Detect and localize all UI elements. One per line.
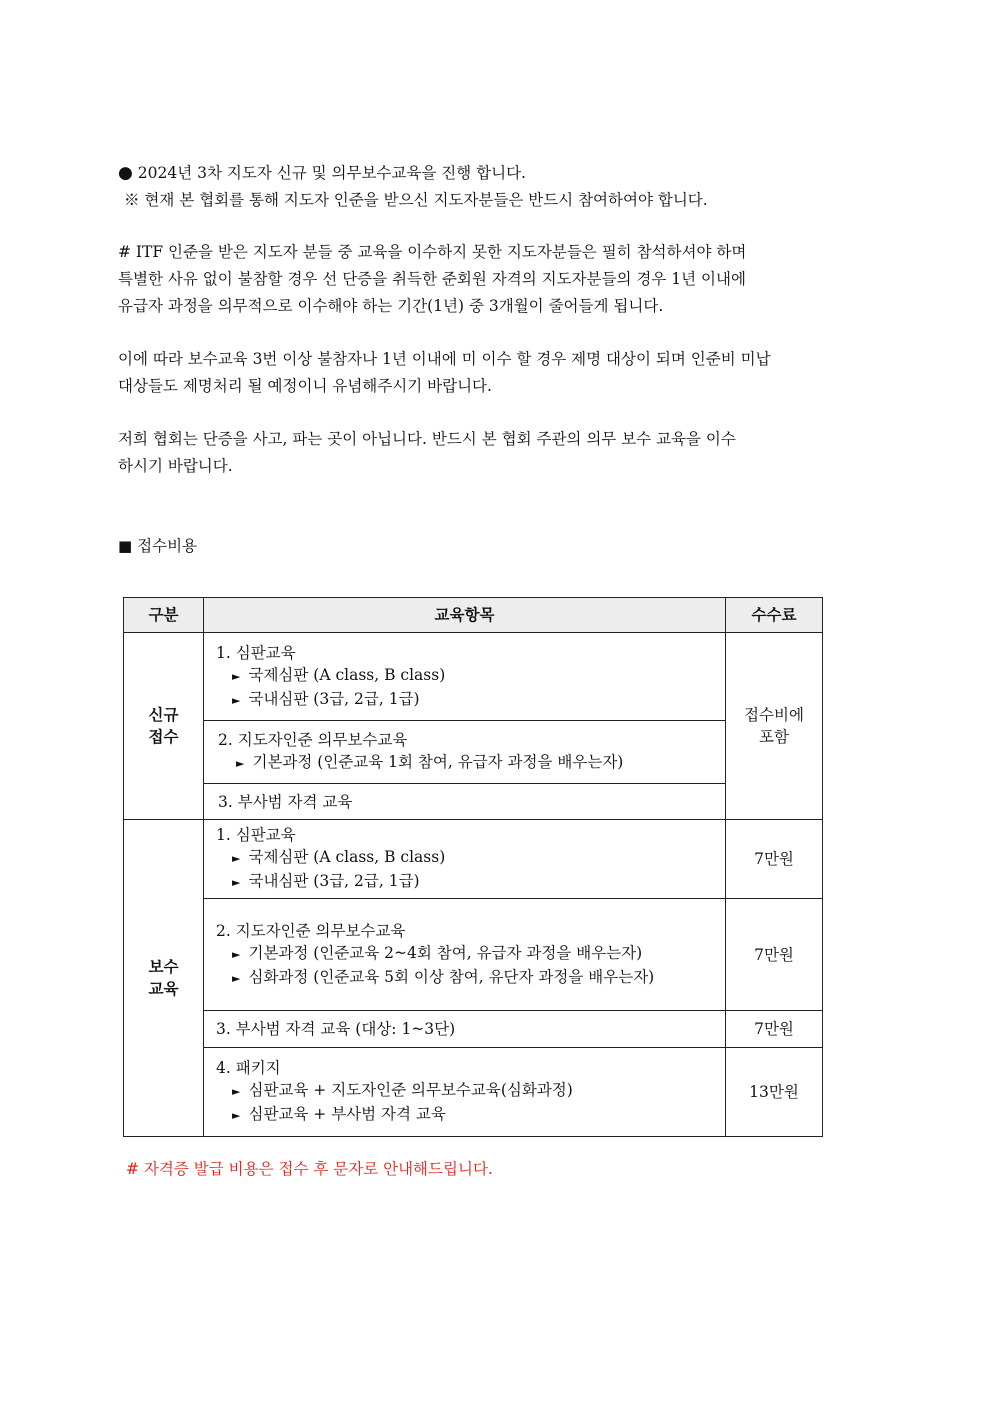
paragraph-1-line-3: 유급자 과정을 의무적으로 이수해야 하는 기간(1년) 중 3개월이 줄어들게 됩니다. bbox=[118, 297, 664, 315]
table-row bbox=[124, 721, 823, 784]
arrow-right-icon: ► bbox=[232, 1085, 241, 1098]
table-header-row bbox=[124, 598, 823, 633]
fee-renew-assistant: 7만원 bbox=[726, 1011, 823, 1048]
notice-line-1 bbox=[118, 162, 526, 184]
fee-renew-instructor: 7만원 bbox=[726, 899, 823, 1011]
paragraph-2-line-1: 이에 따라 보수교육 3번 이상 불참자나 1년 이내에 미 이수 할 경우 제명 대상이 되며 인준비 미납 bbox=[118, 350, 771, 368]
renew-item-assistant: 3. 부사범 자격 교육 (대상: 1~3단) bbox=[204, 1011, 726, 1048]
table-row bbox=[124, 820, 823, 899]
table-row bbox=[124, 784, 823, 820]
arrow-right-icon: ► bbox=[232, 876, 241, 889]
filled-circle-icon: ● bbox=[118, 163, 133, 183]
new-item-assistant: 3. 부사범 자격 교육 bbox=[204, 784, 726, 820]
paragraph-1-line-1: # ITF 인준을 받은 지도자 분들 중 교육을 이수하지 못한 지도자분들은 필히 참석하셔야 하며 bbox=[118, 243, 747, 261]
new-item-referee: 1. 심판교육 ► 국제심판 (A class, B class) ► 국내심판 (3급, 2급, 1급) bbox=[204, 633, 726, 721]
header-fee: 수수료 bbox=[726, 598, 823, 633]
category-renew: 보수 교육 bbox=[124, 820, 204, 1137]
notice-line-2: ※ 현재 본 협회를 통해 지도자 인준을 받으신 지도자분들은 반드시 참여하여야 합니다. bbox=[124, 191, 708, 209]
arrow-right-icon: ► bbox=[232, 852, 241, 865]
fee-renew-referee: 7만원 bbox=[726, 820, 823, 899]
table-row bbox=[124, 1048, 823, 1137]
notice-headline: 2024년 3차 지도자 신규 및 의무보수교육을 진행 합니다. bbox=[137, 164, 526, 182]
arrow-right-icon: ► bbox=[232, 693, 241, 707]
arrow-right-icon: ► bbox=[232, 971, 241, 985]
fee-new: 접수비에 포함 bbox=[726, 633, 823, 820]
arrow-right-icon: ► bbox=[236, 757, 245, 770]
header-category: 구분 bbox=[124, 598, 204, 633]
renew-item-referee: 1. 심판교육 ► 국제심판 (A class, B class) ► 국내심판 (3급, 2급, 1급) bbox=[204, 820, 726, 899]
fee-renew-package: 13만원 bbox=[726, 1048, 823, 1137]
renew-item-package: 4. 패키지 ► 심판교육 + 지도자인준 의무보수교육(심화과정) ► 심판교육 + 부사범 자격 교육 bbox=[204, 1048, 726, 1137]
renew-item-instructor: 2. 지도자인준 의무보수교육 ► 기본과정 (인준교육 2~4회 참여, 유급자 과정을 배우는자) ► 심화과정 (인준교육 5회 이상 참여, 유단자 과정을 배우는자) bbox=[204, 899, 726, 1011]
arrow-right-icon: ► bbox=[232, 669, 241, 683]
arrow-right-icon: ► bbox=[232, 1109, 241, 1122]
paragraph-3-line-2: 하시기 바랍니다. bbox=[118, 457, 233, 475]
footnote: # 자격증 발급 비용은 접수 후 문자로 안내해드립니다. bbox=[126, 1160, 493, 1178]
paragraph-2-line-2: 대상들도 제명처리 될 예정이니 유념해주시기 바랍니다. bbox=[118, 377, 492, 395]
table-row bbox=[124, 899, 823, 1011]
paragraph-1-line-2: 특별한 사유 없이 불참할 경우 선 단증을 취득한 준회원 자격의 지도자분들의 경우 1년 이내에 bbox=[118, 270, 746, 288]
category-new: 신규 접수 bbox=[124, 633, 204, 820]
filled-square-icon: ■ bbox=[118, 537, 133, 555]
paragraph-3-line-1: 저희 협회는 단증을 사고, 파는 곳이 아닙니다. 반드시 본 협회 주관의 의무 보수 교육을 이수 bbox=[118, 430, 736, 448]
section-title bbox=[118, 535, 197, 557]
new-item-instructor: 2. 지도자인준 의무보수교육 ► 기본과정 (인준교육 1회 참여, 유급자 과정을 배우는자) bbox=[204, 721, 726, 784]
header-items: 교육항목 bbox=[204, 598, 726, 633]
fee-table bbox=[123, 597, 823, 1137]
table-row bbox=[124, 1011, 823, 1048]
arrow-right-icon: ► bbox=[232, 947, 241, 961]
table-row bbox=[124, 633, 823, 721]
section-title-label: 접수비용 bbox=[137, 537, 198, 555]
